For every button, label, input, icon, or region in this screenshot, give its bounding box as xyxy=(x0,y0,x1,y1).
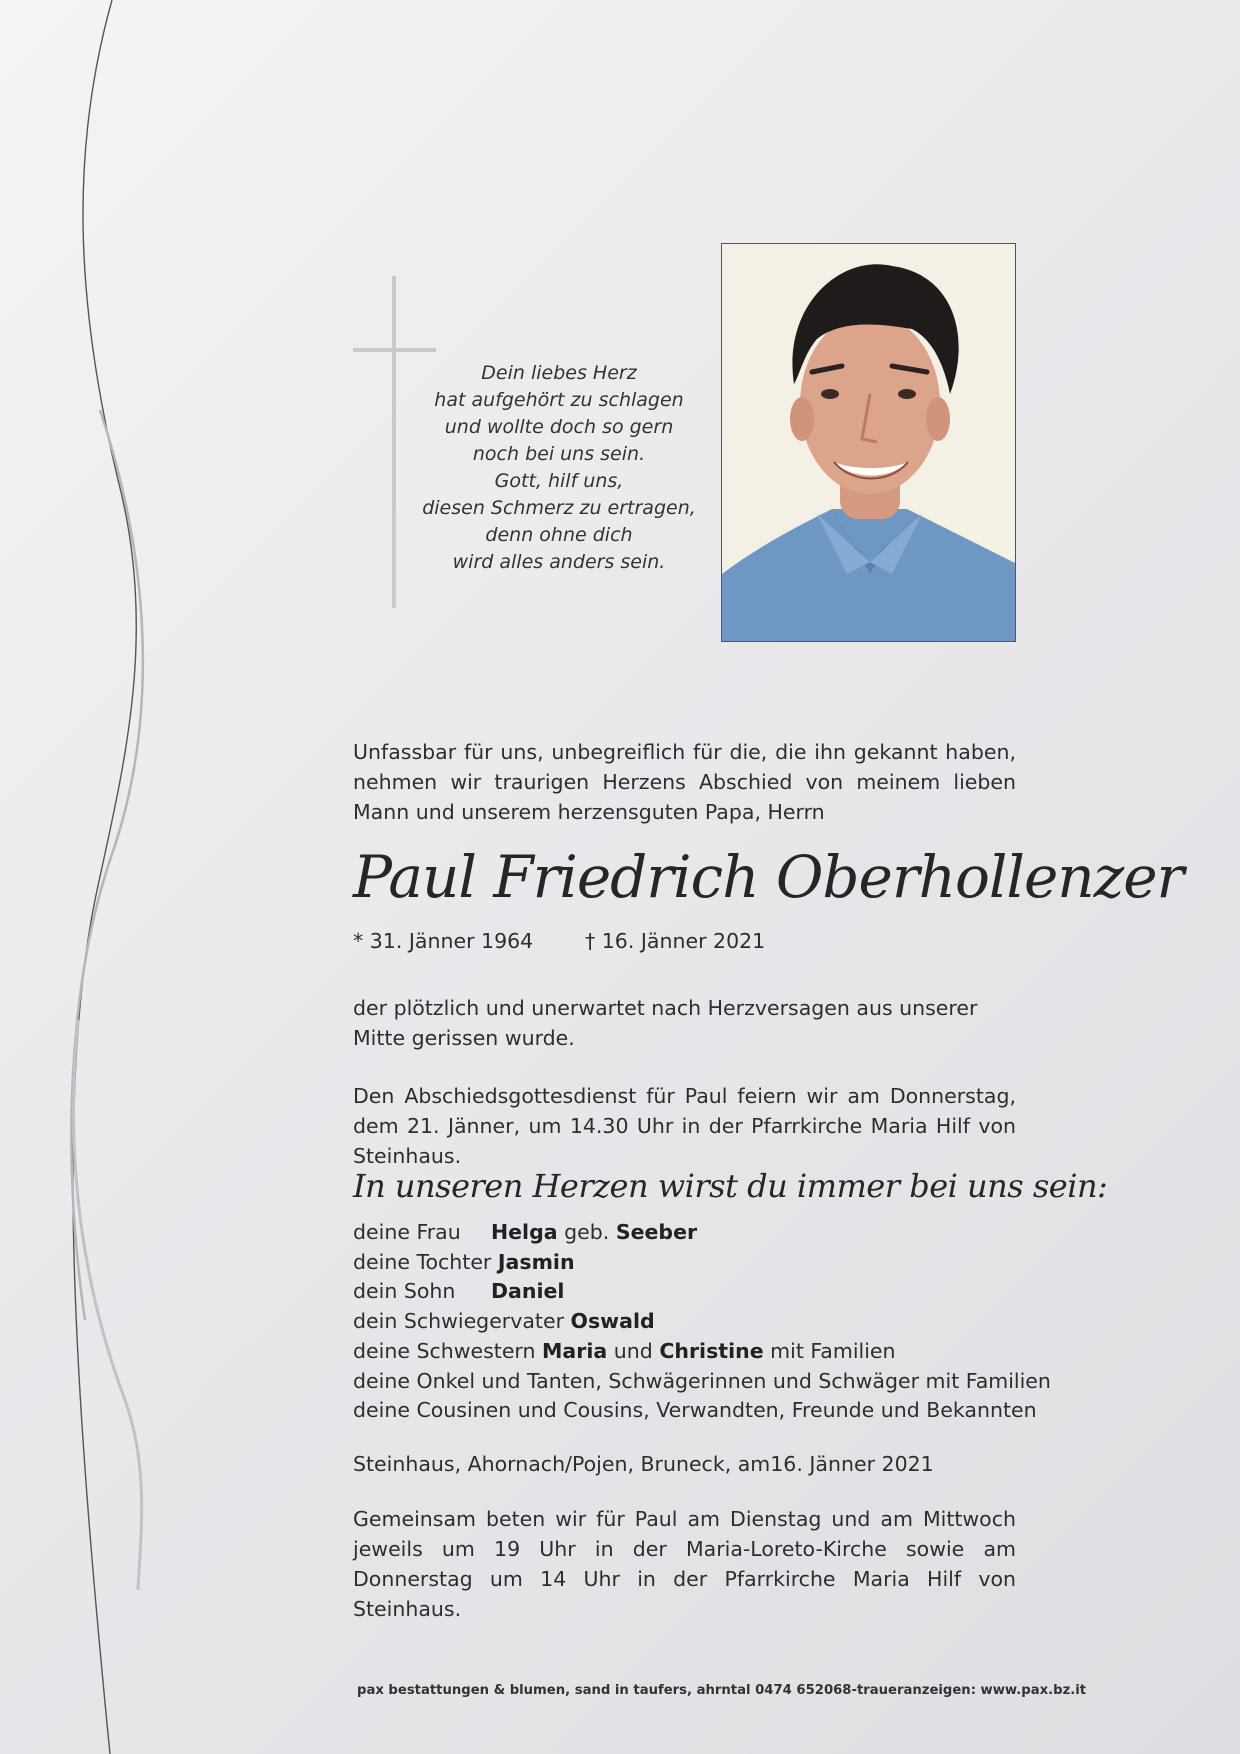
poem-line: hat aufgehört zu schlagen xyxy=(434,389,684,411)
family-row xyxy=(353,1248,1016,1278)
family-member-name: Maria xyxy=(542,1338,608,1363)
poem-line: und wollte doch so gern xyxy=(444,416,674,438)
poem-line: denn ohne dich xyxy=(485,524,633,546)
relation-label: dein Schwiegervater xyxy=(353,1309,565,1334)
relation-connector: geb. xyxy=(564,1220,610,1244)
relation-connector: und xyxy=(613,1338,653,1363)
cross-vertical-bar xyxy=(392,276,396,608)
relation-label: deine Schwestern xyxy=(353,1338,536,1363)
family-member-name: Seeber xyxy=(615,1220,698,1244)
portrait-illustration xyxy=(722,244,1016,642)
poem-line: diesen Schmerz zu ertragen, xyxy=(422,497,696,519)
cross-horizontal-bar xyxy=(353,348,436,352)
relation-label: deine Frau xyxy=(353,1220,461,1244)
family-row xyxy=(353,1218,1016,1248)
family-member-name: Oswald xyxy=(570,1309,655,1334)
service-paragraph: Den Abschiedsgottesdienst für Paul feiern wir am Donnerstag, dem 21. Jänner, um 14.30 Uhr in der Pfarrkirche Maria Hilf von Steinhaus. xyxy=(353,1084,1016,1168)
poem-line: Gott, hilf uns, xyxy=(494,470,624,492)
family-motto-heading: In unseren Herzen wirst du immer bei uns sein: xyxy=(353,1167,1108,1205)
family-member-name: Helga xyxy=(491,1220,558,1244)
family-row xyxy=(353,1277,1016,1307)
family-member-name: Christine xyxy=(659,1338,764,1363)
birth-date: * 31. Jänner 1964 xyxy=(353,929,534,953)
place-and-date: Steinhaus, Ahornach/Pojen, Bruneck, am16. Jänner 2021 xyxy=(353,1452,934,1476)
poem-line: noch bei uns sein. xyxy=(472,443,646,465)
poem-line: Dein liebes Herz xyxy=(481,362,637,384)
family-list xyxy=(353,1218,1051,1426)
life-dates xyxy=(353,929,766,953)
family-row: deine Cousinen und Cousins, Verwandten, Freunde und Bekannten xyxy=(353,1398,1037,1423)
family-row: deine Onkel und Tanten, Schwägerinnen und Schwäger mit Familien xyxy=(353,1368,1051,1393)
family-row xyxy=(353,1307,1016,1337)
prayer-paragraph: Gemeinsam beten wir für Paul am Dienstag und am Mittwoch jeweils um 19 Uhr in der Maria-Loreto-Kirche sowie am Donnerstag um 14 Uhr in der Pfarrkirche Maria Hilf von Steinhaus. xyxy=(353,1507,1016,1621)
relation-label: deine Tochter xyxy=(353,1249,492,1274)
decorative-wave-lines xyxy=(0,0,200,1754)
funeral-home-footer: pax bestattungen & blumen, sand in taufers, ahrntal 0474 652068-traueranzeigen: www.pax.bz.it xyxy=(357,1683,1087,1698)
family-member-name: Daniel xyxy=(491,1279,565,1304)
relation-suffix: mit Familien xyxy=(770,1338,896,1363)
family-member-name: Jasmin xyxy=(497,1249,575,1274)
circumstances-paragraph: der plötzlich und unerwartet nach Herzversagen aus unserer Mitte gerissen wurde. xyxy=(353,996,978,1050)
intro-paragraph: Unfassbar für uns, unbegreiflich für die, die ihn gekannt haben, nehmen wir traurigen Herzens Abschied von meinem lieben Mann und unserem herzensguten Papa, Herrn xyxy=(353,740,1016,824)
portrait-photo xyxy=(721,243,1016,642)
memorial-poem xyxy=(414,360,704,576)
deceased-name: Paul Friedrich Oberhollenzer xyxy=(353,843,1184,911)
death-date: † 16. Jänner 2021 xyxy=(585,929,766,953)
relation-label: dein Sohn xyxy=(353,1279,456,1304)
family-row xyxy=(353,1337,1016,1367)
poem-line: wird alles anders sein. xyxy=(452,551,666,573)
